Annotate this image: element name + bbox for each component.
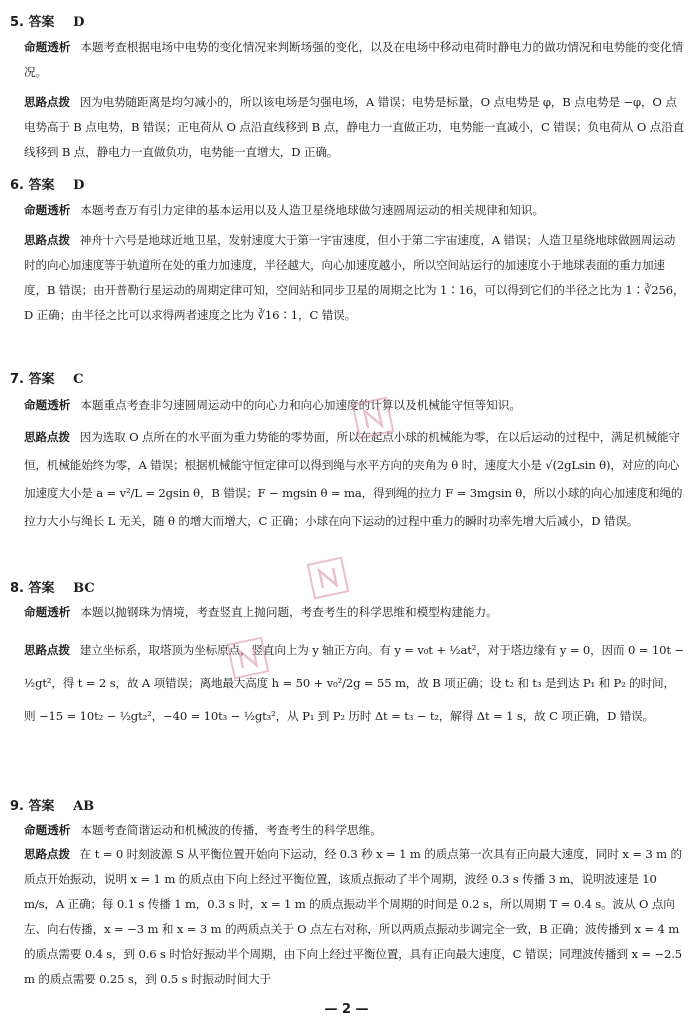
answer-value: BC bbox=[73, 581, 95, 596]
intent-text: 本题考查简谐运动和机械波的传播，考查考生的科学思维。 bbox=[80, 823, 382, 837]
hint-section bbox=[24, 90, 685, 165]
hint-section bbox=[24, 842, 685, 992]
intent-text: 本题以抛钢珠为情境，考查竖直上抛问题，考查考生的科学思维和模型构建能力。 bbox=[80, 605, 498, 619]
hint-section bbox=[24, 423, 685, 535]
intent-text: 本题考查根据电场中电势的变化情况来判断场强的变化，以及在电场中移动电荷时静电力的做功情况和电势能的变化情况。 bbox=[24, 40, 684, 79]
intent-section bbox=[24, 35, 685, 85]
hint-label: 思路点拨 bbox=[24, 847, 70, 861]
intent-label: 命题透析 bbox=[24, 823, 71, 837]
hint-label: 思路点拨 bbox=[24, 233, 70, 247]
question-number: 7. bbox=[10, 372, 24, 387]
hint-text: 建立坐标系，取塔顶为坐标原点，竖直向上为 y 轴正方向。有 y = v₀t + ½at²，对于塔边缘有 y = 0，因而 0 = 10t − ½gt²，得 t = 2 s，故 A 项错误；离地最大高度 h = 50 + v₀²/2g = 55 m，故 B 项正确；设 t₂ 和 t₃ 是到达 P₁ 和 P₂ 的时间，则 −15 = 10t₂ − ½gt₂²，−40 = 10t₃ − ½gt₃²，从 P₁ 到 P₂ 历时 Δt = t₃ − t₂，解得 Δt = 1 s，故 C 项正确，D 错误。 bbox=[24, 643, 684, 723]
intent-section bbox=[24, 600, 685, 625]
question-number: 5. bbox=[10, 15, 24, 30]
intent-label: 命题透析 bbox=[24, 203, 71, 217]
hint-section bbox=[24, 634, 685, 733]
hint-label: 思路点拨 bbox=[24, 430, 70, 444]
intent-label: 命题透析 bbox=[24, 398, 71, 412]
answer-value: AB bbox=[73, 799, 95, 814]
hint-label: 思路点拨 bbox=[24, 95, 70, 109]
question-header bbox=[10, 368, 83, 387]
answer-label: 答案 bbox=[28, 581, 55, 596]
question-header bbox=[10, 174, 84, 193]
question-number: 8. bbox=[10, 581, 24, 596]
question-number: 9. bbox=[10, 799, 24, 814]
hint-text: 因为选取 O 点所在的水平面为重力势能的零势面，所以在起点小球的机械能为零，在以后运动的过程中，满足机械能守恒，机械能始终为零，A 错误；根据机械能守恒定律可以得到绳与水平方向的夹角为 θ 时，速度大小是 √(2gLsin θ)，对应的向心加速度大小是 a = v²/L = 2gsin θ，B 错误；F − mgsin θ = ma，得到绳的拉力 F = 3mgsin θ，所以小球的向心加速度和绳的拉力大小与绳长 L 无关，随 θ 的增大而增大，C 正确；小球在向下运动的过程中重力的瞬时功率先增大后减小，D 错误。 bbox=[24, 430, 683, 528]
intent-section bbox=[24, 818, 685, 843]
intent-section bbox=[24, 198, 685, 223]
answer-value: D bbox=[73, 15, 85, 30]
hint-text: 在 t = 0 时刻波源 S 从平衡位置开始向下运动，经 0.3 秒 x = 1 m 的质点第一次具有正向最大速度，同时 x = 3 m 的质点开始振动，说明 x = 1 m 的质点由下向上经过平衡位置，该质点振动了半个周期，波经 0.3 s 传播 3 m，说明波速是 10 m/s，A 正确；每 0.1 s 传播 1 m，0.3 s 时，x = 1 m 的质点振动半个周期的时间是 0.2 s，所以周期 T = 0.4 s。波从 O 点向左、向右传播，x = −3 m 和 x = 3 m 的两质点关于 O 点左右对称，所以两质点振动步调完全一致，B 正确；波传播到 x = 4 m 的质点需要 0.4 s，到 0.6 s 时恰好振动半个周期，由下向上经过平衡位置，具有正向最大速度，C 错误；同理波传播到 x = −2.5 m 的质点需要 0.25 s，到 0.5 s 时振动时间大于 bbox=[24, 847, 683, 986]
answer-value: D bbox=[73, 178, 85, 193]
question-header bbox=[10, 577, 95, 596]
question-number: 6. bbox=[10, 178, 24, 193]
hint-text: 因为电势随距离是均匀减小的，所以该电场是匀强电场，A 错误；电势是标量，O 点电势是 φ，B 点电势是 −φ，O 点电势高于 B 点电势，B 错误；正电荷从 O 点沿直线移到 B 点，静电力一直做正功，电势能一直减小，C 错误；负电荷从 O 点沿直线移到 B 点，静电力一直做负功，电势能一直增大，D 正确。 bbox=[24, 95, 685, 159]
answer-label: 答案 bbox=[28, 15, 55, 30]
answer-label: 答案 bbox=[28, 178, 55, 193]
page-number: — 2 — bbox=[324, 1002, 369, 1017]
intent-text: 本题重点考查非匀速圆周运动中的向心力和向心加速度的计算以及机械能守恒等知识。 bbox=[80, 398, 521, 412]
question-header bbox=[10, 795, 94, 814]
intent-section bbox=[24, 393, 685, 418]
answer-label: 答案 bbox=[28, 799, 55, 814]
hint-label: 思路点拨 bbox=[24, 643, 70, 657]
answer-value: C bbox=[73, 372, 84, 387]
hint-section bbox=[24, 228, 685, 328]
watermark-stamp-icon bbox=[305, 555, 351, 601]
answer-label: 答案 bbox=[28, 372, 55, 387]
question-header bbox=[10, 11, 84, 30]
hint-text: 神舟十六号是地球近地卫星，发射速度大于第一宇宙速度，但小于第二宇宙速度，A 错误；人造卫星绕地球做圆周运动时的向心加速度等于轨道所在处的重力加速度，半径越大，向心加速度越小，所以空间站运行的加速度小于地球表面的重力加速度，B 错误；由开普勒行星运动的周期定律可知，空间站和同步卫星的周期之比为 1∶16，可以得到它们的半径之比为 1∶∛256，D 正确；由半径之比可以求得两者速度之比为 ∛16∶1，C 错误。 bbox=[24, 233, 685, 322]
intent-label: 命题透析 bbox=[24, 605, 71, 619]
intent-text: 本题考查万有引力定律的基本运用以及人造卫星绕地球做匀速圆周运动的相关规律和知识。 bbox=[80, 203, 545, 217]
intent-label: 命题透析 bbox=[24, 40, 71, 54]
